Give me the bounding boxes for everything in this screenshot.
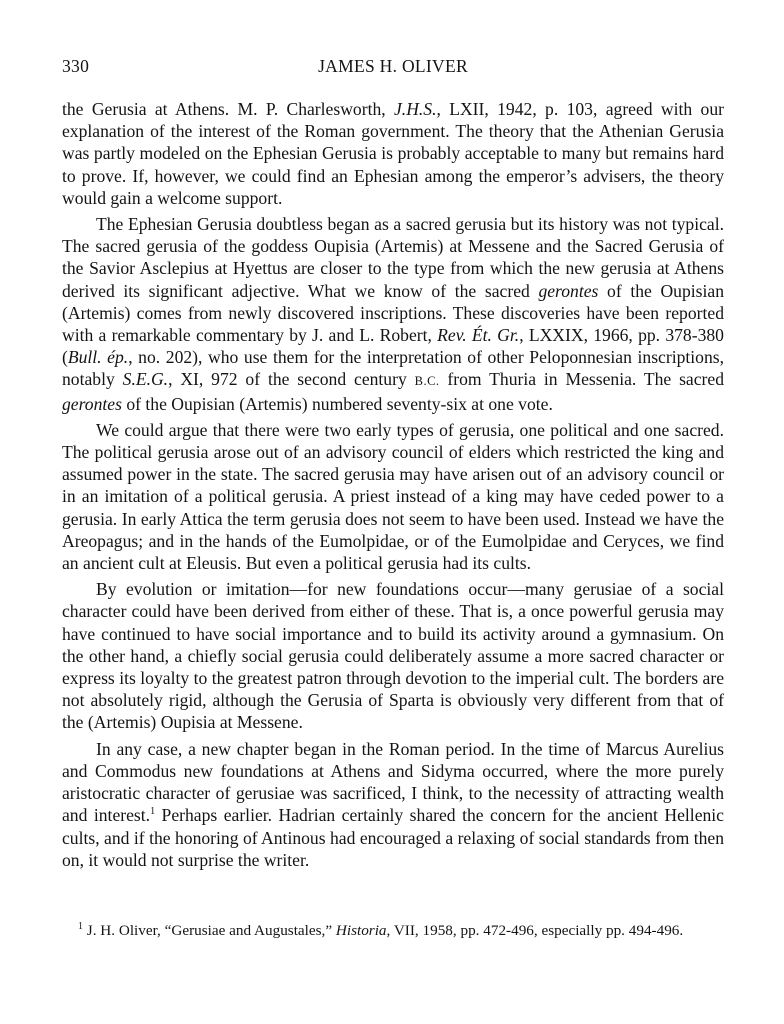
paragraph-4: By evolution or imitation—for new foundations occur—many gerusiae of a social character could have been derived from either of these. That is, a once powerful gerusia may have continued to have social importance and to build its activity around a gymnasium. On the other hand, a chiefly social gerusia could deliberately assume a more sacred character or express its loyalty to the greatest patron through devotion to the imperial cult. The borders are not absolutely rigid, although the Gerusia of Sparta is obviously very different from that of the (Artemis) Oupisia at Messene. — [62, 579, 724, 733]
paragraph-5: In any case, a new chapter began in the Roman period. In the time of Marcus Aurelius and Commodus new foundations at Athens and Sidyma occurred, where the more purely aristocratic character of gerusiae was sacrificed, I think, to the necessity of attracting wealth and interest.$^1$ Perhaps earlier. Hadrian certainly shared the concern for the ancient Hellenic cults, and if the honoring of Antinous had encouraged a relaxing of social standards from then on, it would not surprise the writer. — [62, 738, 724, 870]
paragraph-1: the Gerusia at Athens. M. P. Charlesworth, J.H.S., LXII, 1942, p. 103, agreed with our explanation of the interest of the Roman government. The theory that the Athenian Gerusia was partly modeled on the Ephesian Gerusia is probably acceptable to many but remains hard to prove. If, however, we could find an Ephesian among the emperor’s advisers, the theory would gain a welcome support. — [62, 99, 724, 208]
footnote-ref: 1 — [150, 806, 156, 818]
body-text — [62, 98, 724, 871]
page-header — [62, 56, 724, 80]
paragraph-3: We could argue that there were two early types of gerusia, one political and one sacred. The political gerusia arose out of an advisory council of elders which restricted the king and assumed power in the state. The sacred gerusia may have arisen out of an advisory council or in an imitation of a political gerusia. A priest instead of a king may have ceded power to a gerusia. In early Attica the term gerusia does not seem to have been used. Instead we have the Areopagus; and in the hands of the Eumolpidae, or of the Eumolpidae and Ceryces, we find an ancient cult at Eleusis. But even a political gerusia had its cults. — [62, 419, 724, 574]
footnote: $^1$ J. H. Oliver, “Gerusiae and Augustales,” Historia, VII, 1958, pp. 472-496, especially pp. 494-496. — [78, 920, 684, 939]
paragraph-2: The Ephesian Gerusia doubtless began as a sacred gerusia but its history was not typical. The sacred gerusia of the goddess Oupisia (Artemis) at Messene and the Sacred Gerusia of the Savior Asclepius at Hyettus are closer to the type from which the new gerusia at Athens derived its significant adjective. What we know of the sacred gerontes of the Oupisian (Artemis) comes from newly discovered inscriptions. These discoveries have been reported with a remarkable commentary by J. and L. Robert, Rev. Ét. Gr., LXXIX, 1966, pp. 378-380 (Bull. ép., no. 202), who use them for the interpretation of other Peloponnesian inscriptions, notably S.E.G., XI, 972 of the second century B.C. from Thuria in Messenia. The sacred gerontes of the Oupisian (Artemis) numbered seventy-six at one vote. — [62, 214, 725, 414]
page-number: 330 — [62, 56, 90, 76]
footnote-marker: 1 — [78, 920, 83, 932]
running-head: JAMES H. OLIVER — [318, 56, 468, 76]
